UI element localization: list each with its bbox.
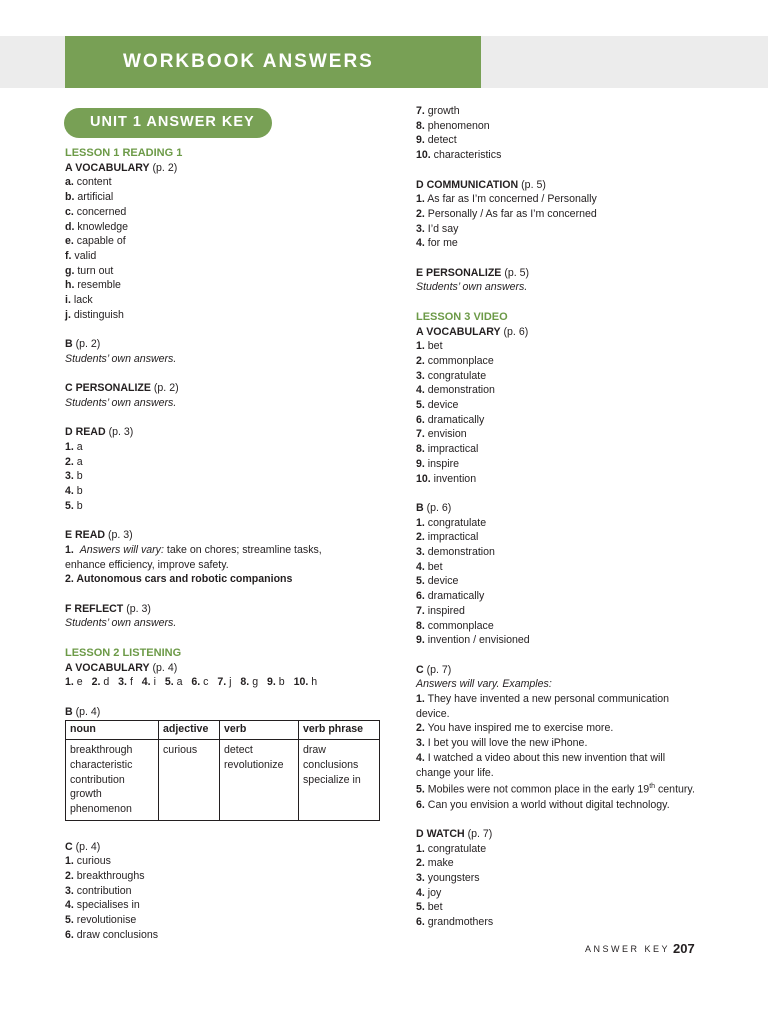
l1-e-heading: E READ (p. 3) [65,529,133,542]
list-item [65,249,385,264]
item-text: congratulate [424,516,487,529]
list-item [416,530,736,545]
item-text: dramatically [424,413,485,426]
item-text: demonstration [424,384,495,397]
table-header-verb: verb [220,721,299,740]
list-item [416,207,736,222]
item-text: bet [424,340,443,353]
item-number: 4. [416,886,425,899]
list-item [65,220,385,235]
list-item [65,308,385,323]
list-item [416,413,736,428]
item-number: 10. [416,472,431,485]
item-number: 1. [416,516,425,529]
list-item [416,472,736,487]
l3-c-intro: Answers will vary. Examples: [416,678,552,691]
footer-label: ANSWER KEY [585,944,671,954]
item-number: 6. [65,928,74,941]
item-text: inspired [424,604,465,617]
item-text: impractical [424,443,479,456]
item-number: 3. [416,546,425,559]
item-text: commonplace [424,619,494,632]
item-number: 2. [416,207,425,220]
table-cell-word: breakthrough [70,744,133,757]
item-number: a. [65,176,74,189]
l1-b-heading: B (p. 2) [65,338,101,351]
item-text: content [73,176,112,189]
list-item [416,442,736,457]
item-text: capable of [73,235,126,248]
l2-c-heading: C (p. 4) [65,840,101,853]
table-cell-word: specialize in [303,773,361,786]
list-item [65,440,385,455]
l3-c-item-2: 2. You have inspired me to exercise more. [416,722,614,735]
item-text: grandmothers [424,916,494,929]
l1-a-list [65,175,385,322]
item-number: 3. [65,884,74,897]
list-item [416,915,736,930]
l1-c-heading: C PERSONALIZE (p. 2) [65,382,179,395]
item-text: youngsters [424,872,480,884]
item-number: f. [65,249,72,262]
table-cell-word: contribution [70,773,125,786]
item-number: i. [65,294,71,307]
list-item [416,516,736,531]
right-column [416,104,736,930]
inline-item: 8. g [240,676,264,689]
table-header-noun: noun [66,721,159,740]
l2-d-heading: D COMMUNICATION (p. 5) [416,178,546,191]
unit-title: UNIT 1 ANSWER KEY [90,114,255,130]
l1-f-text: Students’ own answers. [65,617,177,630]
list-item [65,234,385,249]
l2-d-list [416,192,736,251]
item-number: 7. [416,604,425,617]
list-item [416,369,736,384]
item-text: characteristics [430,149,502,162]
table-header-verb-phrase: verb phrase [299,721,380,740]
item-number: e. [65,235,74,248]
l3-c-item-1-cont: device. [416,707,450,720]
list-item [416,574,736,589]
item-number: 3. [416,872,425,884]
l3-a-heading: A VOCABULARY (p. 6) [416,325,529,338]
table-header-adjective: adjective [159,721,220,740]
lesson1-title: LESSON 1 READING 1 [65,147,183,159]
l2-c-list [65,854,385,942]
item-number: 8. [416,119,425,132]
l3-c-heading: C (p. 7) [416,663,452,676]
list-item [416,192,736,207]
item-number: 1. [65,441,74,454]
inline-item: 6. c [191,676,215,689]
list-item [416,856,736,871]
l3-c-item-4-cont: change your life. [416,766,494,779]
l3-c-item-1: 1. They have invented a new personal communication [416,693,670,706]
item-number: h. [65,279,75,292]
l2-a-inline-list [65,675,385,690]
list-item [65,854,385,869]
item-number: 2. [416,531,425,544]
item-text: device [424,399,459,412]
item-number: 3. [65,470,74,483]
list-item [416,545,736,560]
item-number: 1. [416,842,425,855]
item-number: 3. [416,369,425,382]
list-item [416,427,736,442]
list-item [65,484,385,499]
word-form-table [65,720,380,821]
item-text: Personally / As far as I’m concerned [424,207,597,220]
workbook-banner [65,36,481,88]
table-cell-verb-phrase [299,740,380,821]
item-text: knowledge [74,220,129,233]
item-text: specialises in [73,899,140,912]
item-text: valid [71,249,97,262]
item-text: distinguish [70,308,124,321]
l3-c-item-6: 6. Can you envision a world without digital technology. [416,798,670,811]
item-number: 6. [416,590,425,603]
item-text: detect [424,134,457,147]
item-text: lack [70,294,93,307]
inline-item: 7. j [217,676,238,689]
table-cell-noun [66,740,159,821]
item-number: 8. [416,443,425,456]
item-number: 7. [416,428,425,441]
item-number: d. [65,220,75,233]
table-cell-word: phenomenon [70,803,132,816]
item-number: 3. [416,222,425,235]
item-text: envision [424,428,467,441]
list-item [416,398,736,413]
list-item [416,104,736,119]
inline-item: 10. h [293,676,324,689]
item-text: make [424,857,454,870]
l2-e-heading: E PERSONALIZE (p. 5) [416,266,530,279]
list-item [65,469,385,484]
item-number: j. [65,308,71,321]
item-text: phenomenon [424,119,490,132]
item-number: 5. [416,901,425,914]
item-number: 6. [416,916,425,929]
l1-d-heading: D READ (p. 3) [65,426,134,439]
inline-item: 5. a [164,676,189,689]
item-text: device [424,575,459,588]
item-number: 1. [416,193,425,206]
l3-c-item-5: 5. Mobiles were not common place in the early 19th century. [416,783,695,796]
item-number: 9. [416,634,425,647]
item-number: 2. [65,455,74,468]
item-text: congratulate [424,842,487,855]
item-text: growth [424,105,460,117]
list-item [65,455,385,470]
l3-c-item-3: 3. I bet you will love the new iPhone. [416,737,588,750]
list-item [65,869,385,884]
list-item [65,190,385,205]
item-number: g. [65,264,75,277]
table-cell-word: curious [163,744,198,757]
l1-e-item-2: 2. Autonomous cars and robotic companions [65,573,293,586]
l1-b-text: Students’ own answers. [65,352,177,365]
table-cell-word: characteristic [70,759,133,772]
list-item [416,354,736,369]
item-number: 1. [65,855,74,868]
item-number: b. [65,191,75,204]
item-text: draw conclusions [73,928,159,941]
table-cell-word: revolutionize [224,759,284,772]
item-number: 4. [416,384,425,397]
item-text: curious [73,855,111,868]
item-number: 2. [416,354,425,367]
item-text: resemble [74,279,121,292]
list-item [65,278,385,293]
item-text: invention [430,472,477,485]
inline-item: 3. f [118,676,139,689]
item-text: b [73,499,83,512]
l1-a-heading: A VOCABULARY (p. 2) [65,161,178,174]
table-cell-word: detect [224,744,253,757]
list-item [65,913,385,928]
item-text: b [73,485,83,498]
list-item [416,842,736,857]
item-text: turn out [74,264,114,277]
item-number: 2. [416,857,425,870]
item-number: 7. [416,105,425,117]
item-number: 6. [416,413,425,426]
list-item [65,928,385,943]
list-item [416,457,736,472]
list-item [65,884,385,899]
l3-d-list [416,842,736,930]
item-number: 1. [416,340,425,353]
item-text: dramatically [424,590,485,603]
item-text: bet [424,901,443,914]
l2-e-text: Students’ own answers. [416,281,528,294]
left-column [65,146,385,942]
list-item [65,264,385,279]
table-cell-word: growth [70,788,102,801]
l2-a-heading: A VOCABULARY (p. 4) [65,661,178,674]
l1-f-heading: F REFLECT (p. 3) [65,602,151,615]
list-item [65,205,385,220]
unit-pill [64,108,272,138]
l1-d-list [65,440,385,514]
item-number: 9. [416,457,425,470]
item-number: 4. [65,899,74,912]
l2-b-heading: B (p. 4) [65,705,101,718]
list-item [416,560,736,575]
item-number: 9. [416,134,425,147]
item-text: joy [424,886,442,899]
list-item [416,383,736,398]
list-item [416,871,736,886]
inline-item: 1. e [65,676,89,689]
item-text: I’d say [424,222,459,235]
inline-item: 4. i [141,676,162,689]
list-item [416,222,736,237]
list-item [416,604,736,619]
item-text: congratulate [424,369,487,382]
table-cell-word: draw [303,744,326,757]
item-number: 2. [65,869,74,882]
item-number: 4. [416,237,425,250]
list-item [416,633,736,648]
item-number: 10. [416,149,431,162]
page-number: 207 [673,941,695,956]
item-text: for me [424,237,458,250]
table-cell-adjective [159,740,220,821]
item-text: revolutionise [73,914,137,927]
table-cell-word: conclusions [303,759,359,772]
l3-c-item-4: 4. I watched a video about this new invention that will [416,751,666,764]
item-text: As far as I’m concerned / Personally [424,193,597,206]
item-text: artificial [74,191,114,204]
list-item [65,175,385,190]
l1-c-text: Students’ own answers. [65,396,177,409]
item-number: c. [65,205,74,218]
item-number: 4. [65,485,74,498]
list-item [416,148,736,163]
item-number: 5. [65,914,74,927]
list-item [416,133,736,148]
list-item [416,619,736,634]
list-item [65,499,385,514]
item-text: breakthroughs [73,869,145,882]
item-text: invention / envisioned [424,634,530,647]
list-item [416,339,736,354]
item-number: 5. [416,575,425,588]
list-item [65,293,385,308]
item-text: commonplace [424,354,494,367]
workbook-title: WORKBOOK ANSWERS [123,51,374,72]
item-number: 4. [416,560,425,573]
l1-e-item-1: 1. Answers will vary: take on chores; streamline tasks, [65,543,322,556]
lesson2-title: LESSON 2 LISTENING [65,646,182,659]
item-text: bet [424,560,443,573]
l2-c-list-continued [416,104,736,163]
inline-item: 9. b [266,676,291,689]
item-text: contribution [73,884,132,897]
l3-a-list [416,339,736,486]
l3-d-heading: D WATCH (p. 7) [416,827,493,840]
list-item [65,898,385,913]
table-cell-verb [220,740,299,821]
item-text: a [73,455,83,468]
item-text: inspire [424,457,459,470]
item-text: a [73,441,83,454]
item-number: 5. [416,399,425,412]
l3-b-list [416,516,736,648]
list-item [416,236,736,251]
inline-item: 2. d [91,676,116,689]
lesson3-title: LESSON 3 VIDEO [416,310,508,323]
l1-e-item-1-cont: enhance efficiency, improve safety. [65,558,229,571]
item-text: demonstration [424,546,495,559]
item-text: b [73,470,83,483]
l3-b-heading: B (p. 6) [416,501,452,514]
list-item [416,886,736,901]
item-text: concerned [73,205,127,218]
item-number: 5. [65,499,74,512]
list-item [416,119,736,134]
item-text: impractical [424,531,479,544]
list-item [416,589,736,604]
item-number: 8. [416,619,425,632]
list-item [416,900,736,915]
